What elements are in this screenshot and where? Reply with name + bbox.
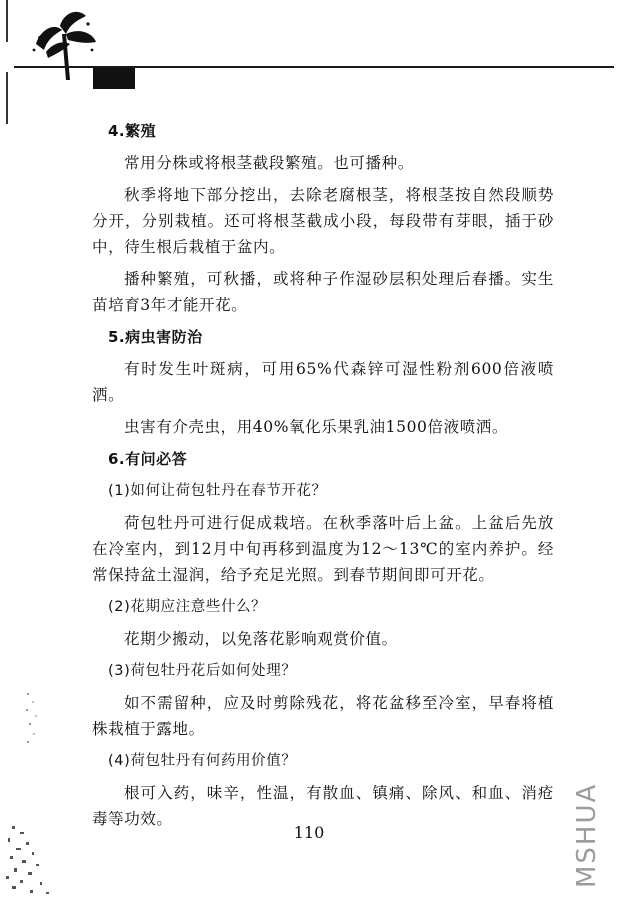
paragraph: 播种繁殖，可秋播，或将种子作湿砂层积处理后春播。实生苗培育3年才能开花。 [92, 270, 554, 314]
question: (4)荷包牡丹有何药用价值？ [108, 753, 297, 769]
decorative-plant-icon [26, 4, 100, 82]
section-heading: 4.繁殖 [108, 122, 157, 140]
paragraph: 有时发生叶斑病，可用65%代森锌可湿性粉剂600倍液喷洒。 [92, 360, 554, 404]
paragraph: 常用分株或将根茎截段繁殖。也可播种。 [124, 154, 414, 172]
header-block [93, 68, 135, 89]
answer: 荷包牡丹可进行促成栽培。在秋季落叶后上盆。上盆后先放在冷室内，到12月中旬再移到温度为12～13℃的室内养护。经常保持盆土湿润，给予充足光照。到春节期间即可开花。 [92, 514, 554, 584]
answer: 如不需留种，应及时剪除残花，将花盆移至冷室，早春将植株栽植于露地。 [92, 694, 554, 738]
section-heading: 5.病虫害防治 [108, 328, 203, 346]
section-heading: 6.有问必答 [108, 450, 188, 468]
answer: 根可入药，味辛，性温，有散血、镇痛、除风、和血、消疮毒等功效。 [92, 784, 554, 828]
scan-edge-mark [6, 0, 8, 42]
question: (3)荷包牡丹花后如何处理？ [108, 663, 297, 679]
paragraph: 秋季将地下部分挖出，去除老腐根茎，将根茎按自然段顺势分开，分别栽植。还可将根茎截成小段，每段带有芽眼，插于砂中，待生根后栽植于盆内。 [92, 186, 554, 256]
paragraph: 虫害有介壳虫，用40%氧化乐果乳油1500倍液喷洒。 [124, 418, 508, 436]
page-number: 110 [293, 823, 325, 842]
question: (2)花期应注意些什么？ [108, 599, 267, 615]
body-text [92, 118, 554, 838]
watermark: MSHUA [572, 782, 602, 888]
scan-speckle [24, 690, 42, 750]
answer: 花期少搬动，以免落花影响观赏价值。 [124, 630, 398, 648]
scan-edge-mark [6, 72, 8, 124]
question: (1)如何让荷包牡丹在春节开花？ [108, 483, 327, 499]
